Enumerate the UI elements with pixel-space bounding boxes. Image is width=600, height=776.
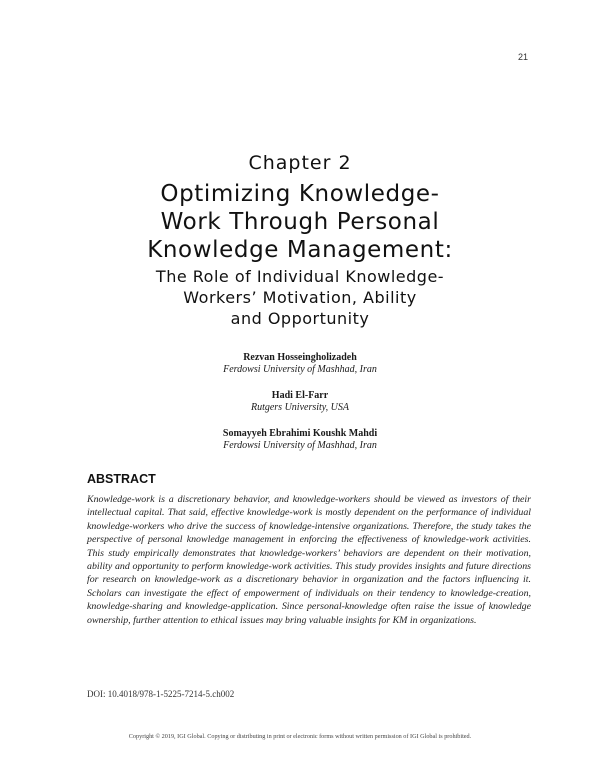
chapter-subtitle <box>80 266 520 329</box>
author-name: Rezvan Hosseingholizadeh <box>243 352 357 363</box>
author-name: Somayyeh Ebrahimi Koushk Mahdi <box>222 428 378 439</box>
chapter-title-line: Work Through Personal <box>160 209 440 235</box>
chapter-title-line: Knowledge Management: <box>147 237 453 263</box>
copyright-notice: Copyright © 2019, IGI Global. Copying or distributing in print or electronic forms without written permission of IGI Global is prohibited. <box>128 733 472 740</box>
author-affiliation: Rutgers University, USA <box>250 402 350 413</box>
author-affiliation: Ferdowsi University of Mashhad, Iran <box>223 364 377 375</box>
chapter-title-line: Optimizing Knowledge- <box>160 181 440 207</box>
chapter-label: Chapter 2 <box>248 152 352 174</box>
abstract-text: Knowledge-work is a discretionary behavior, and knowledge-workers should be viewed as investors of their intellectual capital. That said, effective knowledge-work is mostly dependent on the performance of individual knowledge-workers who drive the success of knowledge-intensive organizations. Therefore, the study takes the perspective of personal knowledge management in enforcing the effectiveness of knowledge-work activities. This study empirically demonstrates that knowledge-workers’ behaviors are dependent on their motivation, ability and opportunity to perform knowledge-work activities. This study provides insights and future directions for research on knowledge-work as a discretionary behavior in organization and the factors influencing it. Scholars can investigate the effect of empowerment of individuals on their tendency to knowledge-creation, knowledge-sharing and knowledge-application. Since personal-knowledge often raise the issue of knowledge ownership, further attention to ethical issues may bring valuable insights for KM in organizations. <box>87 494 531 626</box>
author-entry <box>0 352 600 376</box>
chapter-subtitle-line: Workers’ Motivation, Ability <box>183 288 417 307</box>
page-number: 21 <box>517 52 528 62</box>
abstract-heading: ABSTRACT <box>87 472 156 486</box>
chapter-subtitle-line: The Role of Individual Knowledge- <box>155 267 445 286</box>
author-entry <box>0 390 600 414</box>
chapter-subtitle-line: and Opportunity <box>230 309 370 328</box>
author-entry <box>0 428 600 452</box>
author-affiliation: Ferdowsi University of Mashhad, Iran <box>223 440 377 451</box>
doi-reference: DOI: 10.4018/978-1-5225-7214-5.ch002 <box>87 689 235 699</box>
chapter-title <box>60 180 540 264</box>
author-name: Hadi El-Farr <box>271 390 329 401</box>
author-list <box>0 352 600 466</box>
